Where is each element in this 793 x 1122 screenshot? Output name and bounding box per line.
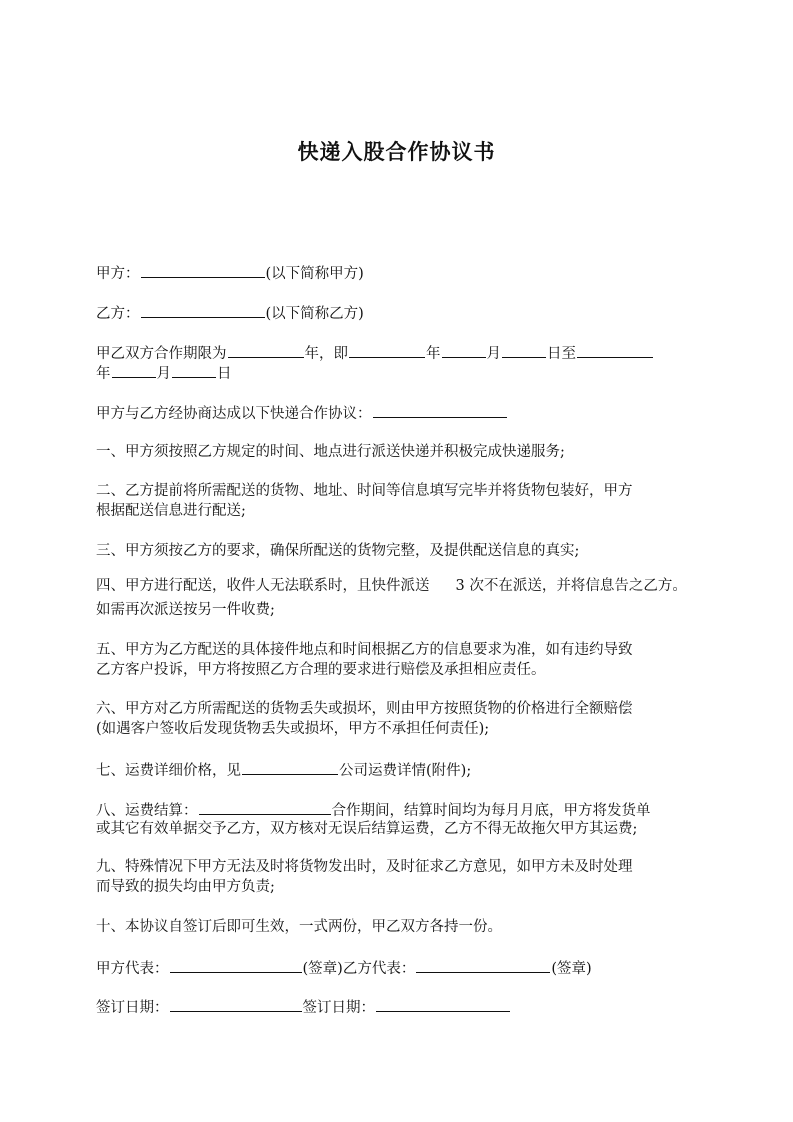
party-a-line (96, 262, 716, 284)
clause-7 (96, 759, 716, 781)
clause-7-part-a: 七、运费详细价格，见 (96, 763, 241, 779)
term-line-1 (96, 342, 716, 364)
party-b-suffix: (以下简称乙方) (265, 306, 364, 322)
date-b-blank[interactable] (376, 996, 510, 1012)
term-end-year-label: 年 (96, 366, 111, 382)
clause-2-line-1: 二、乙方提前将所需配送的货物、地址、时间等信息填写完毕并将货物包装好，甲方 (96, 483, 633, 499)
clause-10: 十、本协议自签订后即可生效，一式两份，甲乙双方各持一份。 (96, 919, 502, 935)
representatives-line (96, 957, 716, 979)
party-b-label: 乙方： (96, 306, 140, 322)
agreement-intro-line (96, 402, 716, 424)
clause-9-line-2: 而导致的损失均由甲方负责; (96, 879, 275, 895)
term-start-day-blank[interactable] (502, 342, 546, 358)
clause-7-blank[interactable] (242, 759, 338, 775)
clause-7-part-b: 公司运费详情(附件); (339, 763, 472, 779)
rep-a-label: 甲方代表： (96, 961, 169, 977)
clause-4-line-2: 如需再次派送按另一件收费; (96, 602, 275, 618)
term-end-year-blank[interactable] (577, 342, 653, 358)
agreement-intro: 甲方与乙方经协商达成以下快递合作协议： (96, 406, 372, 422)
clause-5-line-1: 五、甲方为乙方配送的具体接件地点和时间根据乙方的信息要求为准，如有违约导致 (96, 642, 633, 658)
date-b-label: 签订日期： (302, 1000, 375, 1016)
clause-4-line-1 (96, 576, 716, 596)
party-b-blank[interactable] (141, 302, 265, 318)
term-year-2: 年 (426, 346, 441, 362)
clause-8-line-2: 或其它有效单据交予乙方，双方核对无误后结算运费，乙方不得无故拖欠甲方其运费; (96, 821, 638, 837)
clause-6-line-1: 六、甲方对乙方所需配送的货物丢失或损坏，则由甲方按照货物的价格进行全额赔偿 (96, 701, 633, 717)
clause-5-line-2: 乙方客户投诉，甲方将按照乙方合理的要求进行赔偿及承担相应责任。 (96, 662, 546, 678)
seal-a: (签章) (302, 961, 343, 977)
rep-a-blank[interactable] (170, 957, 302, 973)
clause-8-line-1 (96, 799, 716, 821)
term-end-day-label: 日 (217, 366, 232, 382)
party-b-line (96, 302, 716, 324)
clause-4-part-a: 四、甲方进行配送，收件人无法联系时，且快件派送 (96, 578, 430, 594)
term-year-1: 年，即 (304, 346, 348, 362)
term-end-day-blank[interactable] (172, 362, 216, 378)
term-start-month-blank[interactable] (442, 342, 486, 358)
document-title: 快递入股合作协议书 (297, 139, 496, 164)
clause-1: 一、甲方须按照乙方规定的时间、地点进行派送快递并积极完成快递服务; (96, 444, 565, 460)
date-a-label: 签订日期： (96, 1000, 169, 1016)
party-a-suffix: (以下简称甲方) (265, 266, 364, 282)
rep-b-blank[interactable] (416, 957, 550, 973)
term-day-1: 日至 (547, 346, 576, 362)
rep-b-label: 乙方代表： (342, 961, 416, 977)
term-end-month-label: 月 (156, 366, 171, 382)
clause-6-line-2: (如遇客户签收后发现货物丢失或损坏，甲方不承担任何责任); (96, 721, 490, 737)
term-start-year-blank[interactable] (349, 342, 425, 358)
seal-b: (签章) (551, 961, 592, 977)
term-line-2 (96, 362, 716, 384)
agreement-intro-blank[interactable] (373, 402, 507, 418)
date-a-blank[interactable] (170, 996, 302, 1012)
clause-8-part-b: 合作期间，结算时间均为每月月底，甲方将发货单 (331, 803, 651, 819)
clause-4-part-b: 3 次不在派送，并将信息告之乙方。 (455, 578, 687, 594)
clause-9-line-1: 九、特殊情况下甲方无法及时将货物发出时，及时征求乙方意见，如甲方未及时处理 (96, 859, 633, 875)
term-intro: 甲乙双方合作期限为 (96, 346, 227, 362)
clause-3: 三、甲方须按乙方的要求，确保所配送的货物完整，及提供配送信息的真实; (96, 543, 580, 559)
term-end-month-blank[interactable] (112, 362, 156, 378)
clause-8-blank[interactable] (199, 799, 331, 815)
clause-2-line-2: 根据配送信息进行配送; (96, 503, 246, 519)
clause-8-part-a: 八、运费结算： (96, 803, 198, 819)
dates-line (96, 996, 716, 1018)
party-a-label: 甲方： (96, 266, 140, 282)
term-duration-blank[interactable] (228, 342, 304, 358)
term-month-1: 月 (486, 346, 501, 362)
party-a-blank[interactable] (141, 262, 265, 278)
